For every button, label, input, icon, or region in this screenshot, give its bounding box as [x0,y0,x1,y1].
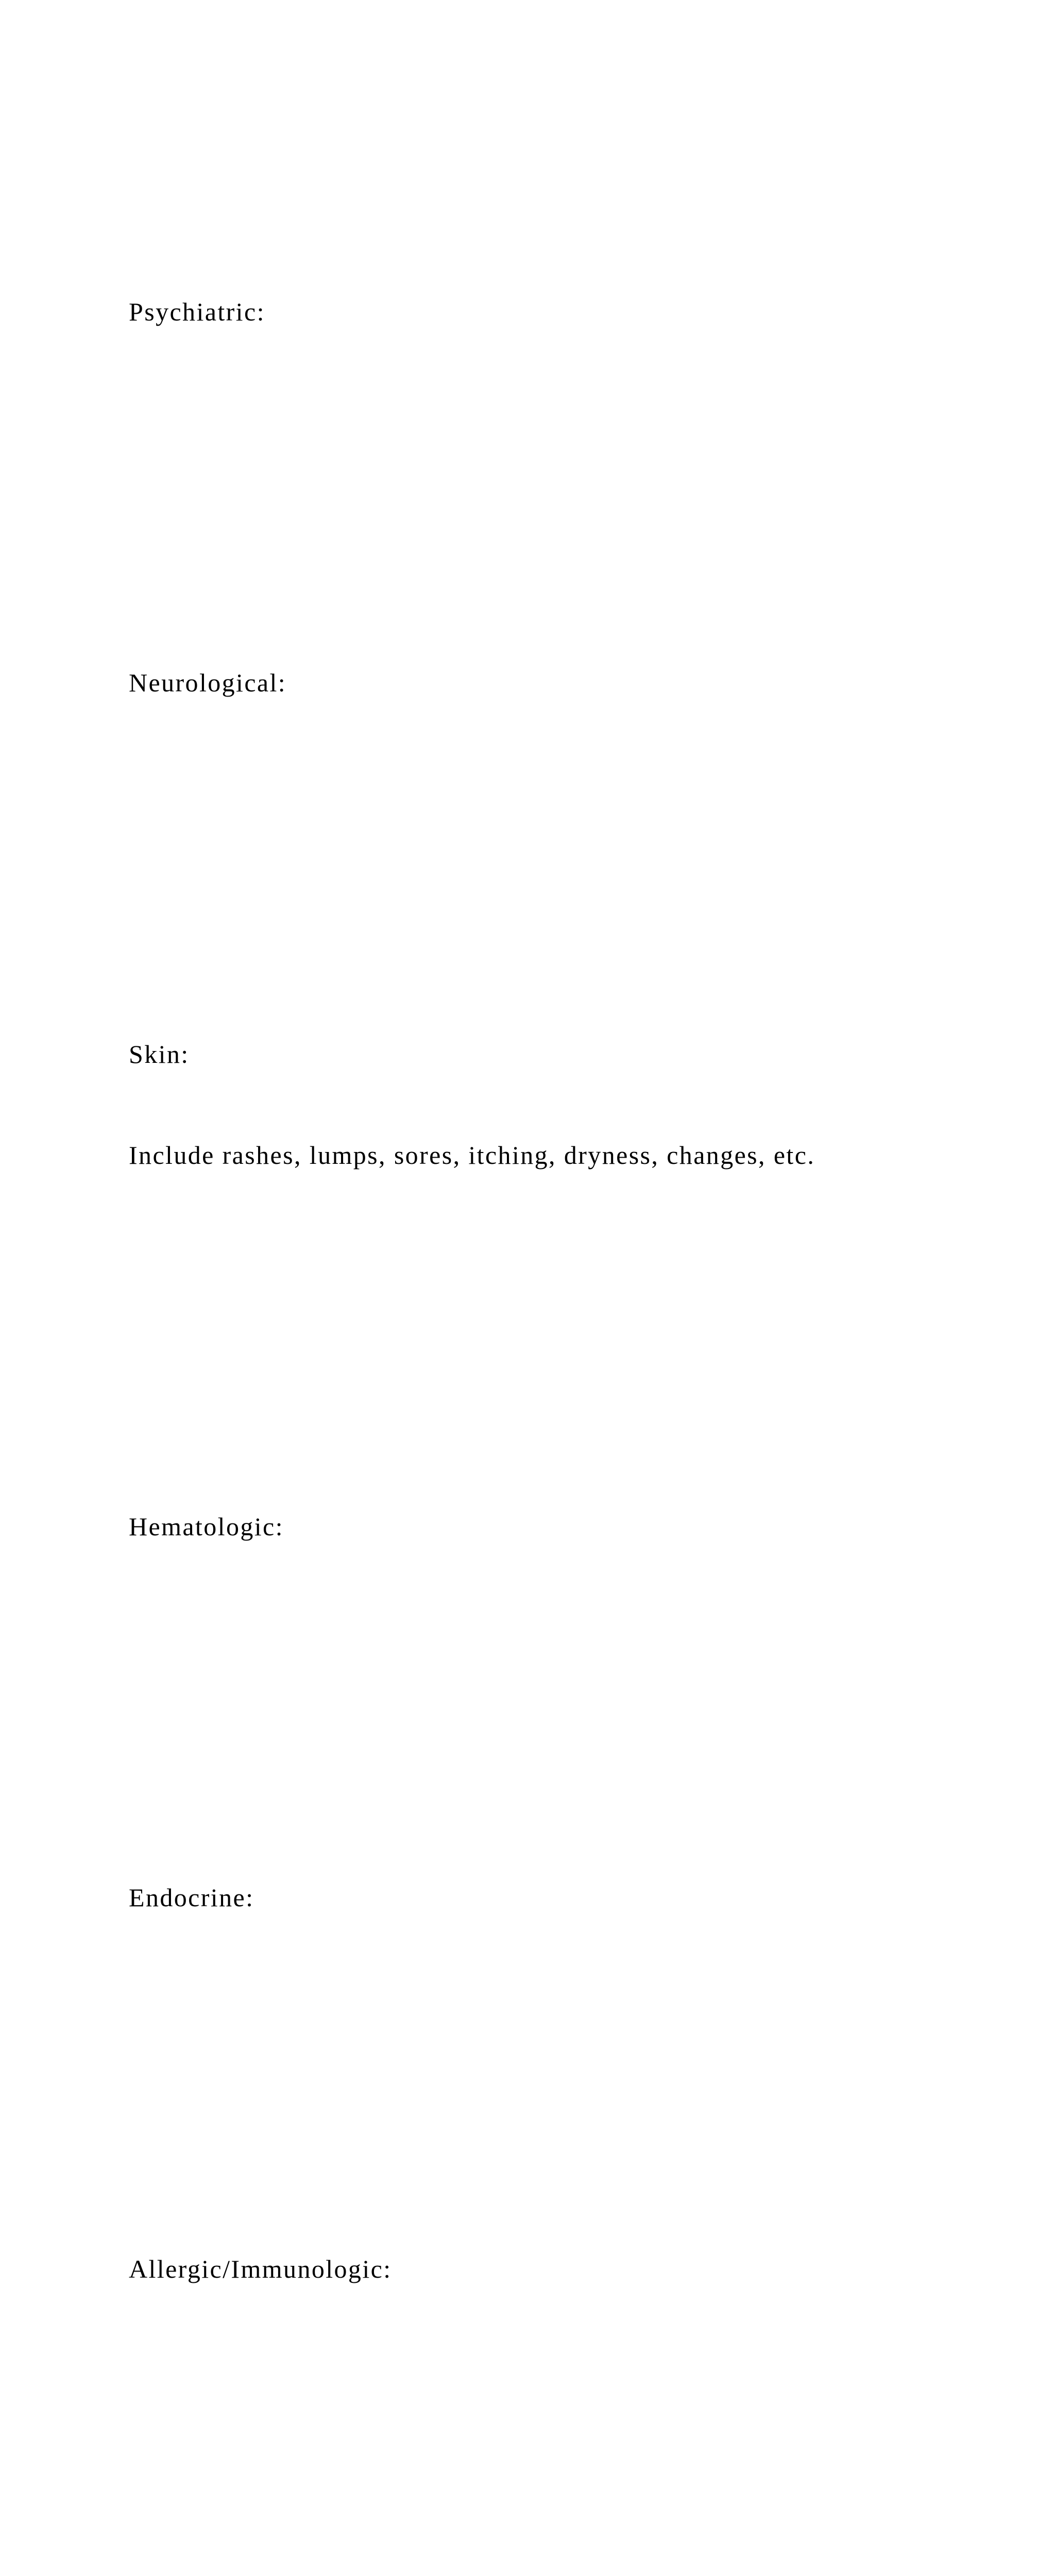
blank-line [129,835,1005,869]
section-heading: Hematologic: [129,1512,284,1541]
section-allergic-immunologic [129,2185,1005,2354]
section-heading: Endocrine: [129,1883,254,1912]
section-objective-data [129,2556,1005,2576]
section-heading: Neurological: [129,668,287,697]
blank-line [129,1679,1005,1713]
section-heading: Allergic/Immunologic: [129,2254,392,2283]
blank-line [129,464,1005,498]
section-heading: Skin: [129,1039,190,1069]
section-heading: Psychiatric: [129,297,265,326]
blank-line [129,2050,1005,2084]
blank-line [129,2421,1005,2455]
section-hematologic [129,1443,1005,1612]
section-endocrine [129,1814,1005,1982]
blank-line [129,1308,1005,1342]
section-skin [129,970,1005,1240]
section-psychiatric [129,228,1005,397]
section-body-line: Include rashes, lumps, sores, itching, dryness, changes, etc. [129,1141,815,1170]
document-body [129,126,1005,2576]
section-neurological [129,599,1005,768]
